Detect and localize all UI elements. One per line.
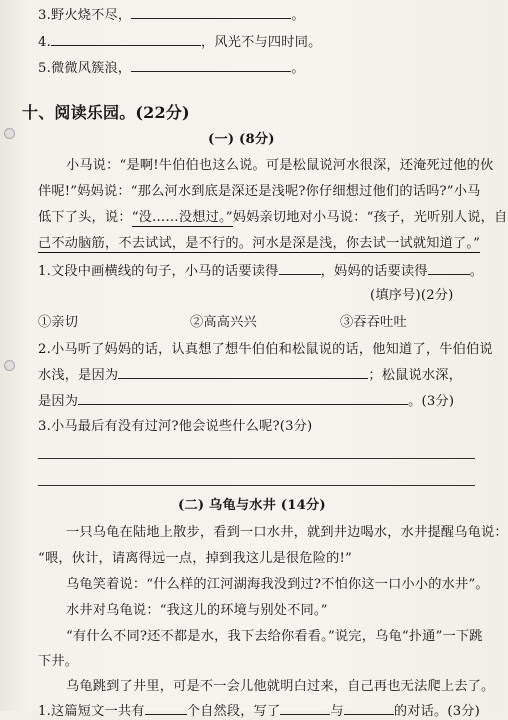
question1 [38, 262, 483, 280]
part2-question1 [38, 702, 480, 720]
passage2-line4: 水井对乌龟说：“我这儿的环境与别处不同。” [66, 603, 328, 618]
writing-line[interactable] [38, 458, 475, 459]
underlined-sentence: 己不动脑筋，不去试试，是不行的。河水是深是浅，你去试一试就知道了。” [38, 236, 481, 251]
part1-title: (一) (8分) [208, 132, 275, 147]
poem-item-5-text: 5.微微风簇浪， [38, 61, 132, 76]
poem-item-3 [38, 6, 305, 24]
answer-blank[interactable] [78, 392, 408, 405]
poem-item-3-text: 3.野火烧不尽， [38, 8, 132, 23]
binding-hole [4, 128, 15, 139]
writing-line[interactable] [38, 485, 475, 486]
part2-question1-text-c: 与 [330, 704, 344, 719]
question1-text-b: ，妈妈的话要读得 [320, 264, 428, 279]
answer-blank[interactable] [118, 366, 368, 379]
passage2-line6: 下井。 [38, 654, 79, 669]
passage2-line7: 乌龟跳到了井里，可是不一会儿他就明白过来，自己再也无法爬上去了。 [66, 679, 495, 694]
answer-blank[interactable] [280, 702, 330, 715]
answer-blank[interactable] [131, 59, 291, 72]
underlined-sentence: “没……没想过。” [131, 210, 233, 225]
passage1-line3-c: 妈妈亲切地对小马说：“孩子，光听别人说，自 [232, 210, 508, 225]
passage2-line3: 乌龟笑着说：“什么样的江河湖海我没到过?不怕你这一口小小的水井”。 [66, 577, 489, 592]
part2-question1-text: 1.这篇短文一共有 [38, 704, 145, 719]
poem-item-4-text: 4. [38, 35, 51, 50]
poem-item-5 [38, 59, 305, 77]
section-title: 十、阅读乐园。(22分) [22, 103, 190, 122]
passage1-line3-a: 低下了头，说： [38, 210, 132, 225]
passage1-line3 [38, 209, 507, 226]
question2-text-c: ；松鼠说水深， [368, 368, 463, 383]
answer-blank[interactable] [51, 33, 201, 46]
option-2: ②高高兴兴 [190, 315, 257, 330]
part2-question1-text-b: 个自然段，写了 [186, 704, 281, 719]
question1-text: 1.文段中画横线的句子，小马的话要读得 [38, 264, 279, 279]
answer-blank[interactable] [344, 702, 394, 715]
question2-line1: 2.小马听了妈妈的话，认真想了想牛伯伯和松鼠说的话，他知道了，牛伯伯说 [38, 342, 493, 357]
poem-item-5-end: 。 [291, 61, 305, 76]
binding-hole [4, 360, 15, 371]
answer-blank[interactable] [279, 262, 321, 275]
answer-blank[interactable] [131, 6, 291, 19]
question2-text-e: 。(3分) [408, 394, 455, 409]
part2-question1-text-d: 的对话。(3分) [393, 704, 481, 719]
question1-text-c: 。 [469, 264, 484, 279]
option-1: ①亲切 [38, 315, 79, 330]
passage1-line4 [38, 235, 480, 252]
passage2-line5: “有什么不同?还不都是水，我下去给你看看。”说完，乌龟“扑通”一下跳 [66, 629, 483, 644]
part2-title: (二) 乌龟与水井 (14分) [178, 498, 326, 513]
question2-line3 [38, 392, 454, 410]
question2-text: 水浅，是因为 [38, 368, 119, 383]
answer-blank[interactable] [428, 262, 470, 275]
poem-item-3-end: 。 [291, 8, 305, 23]
question3: 3.小马最后有没有过河?他会说些什么呢?(3分) [38, 419, 313, 434]
poem-item-4-end: ，风光不与四时同。 [200, 35, 322, 50]
answer-blank[interactable] [145, 702, 187, 715]
question2-line2 [38, 366, 462, 384]
passage2-line1: 一只乌龟在陆地上散步，看到一口水井，就到井边喝水，水井提醒乌龟说： [66, 525, 508, 540]
question2-text-d: 是因为 [38, 394, 79, 409]
passage1-line1: 小马说：“是啊!牛伯伯也这么说。可是松鼠说河水很深，还淹死过他的伙 [66, 158, 494, 173]
passage2-line2: “喂，伙计，请离得远一点，掉到我这儿是很危险的!” [38, 551, 352, 566]
passage1-line2: 伴呢!”妈妈说：“那么河水到底是深还是浅呢?你仔细想过他们的话吗?”小马 [38, 184, 481, 199]
option-3: ③吞吞吐吐 [340, 315, 407, 330]
question1-note: (填序号)(2分) [370, 288, 454, 303]
poem-item-4 [38, 33, 321, 51]
